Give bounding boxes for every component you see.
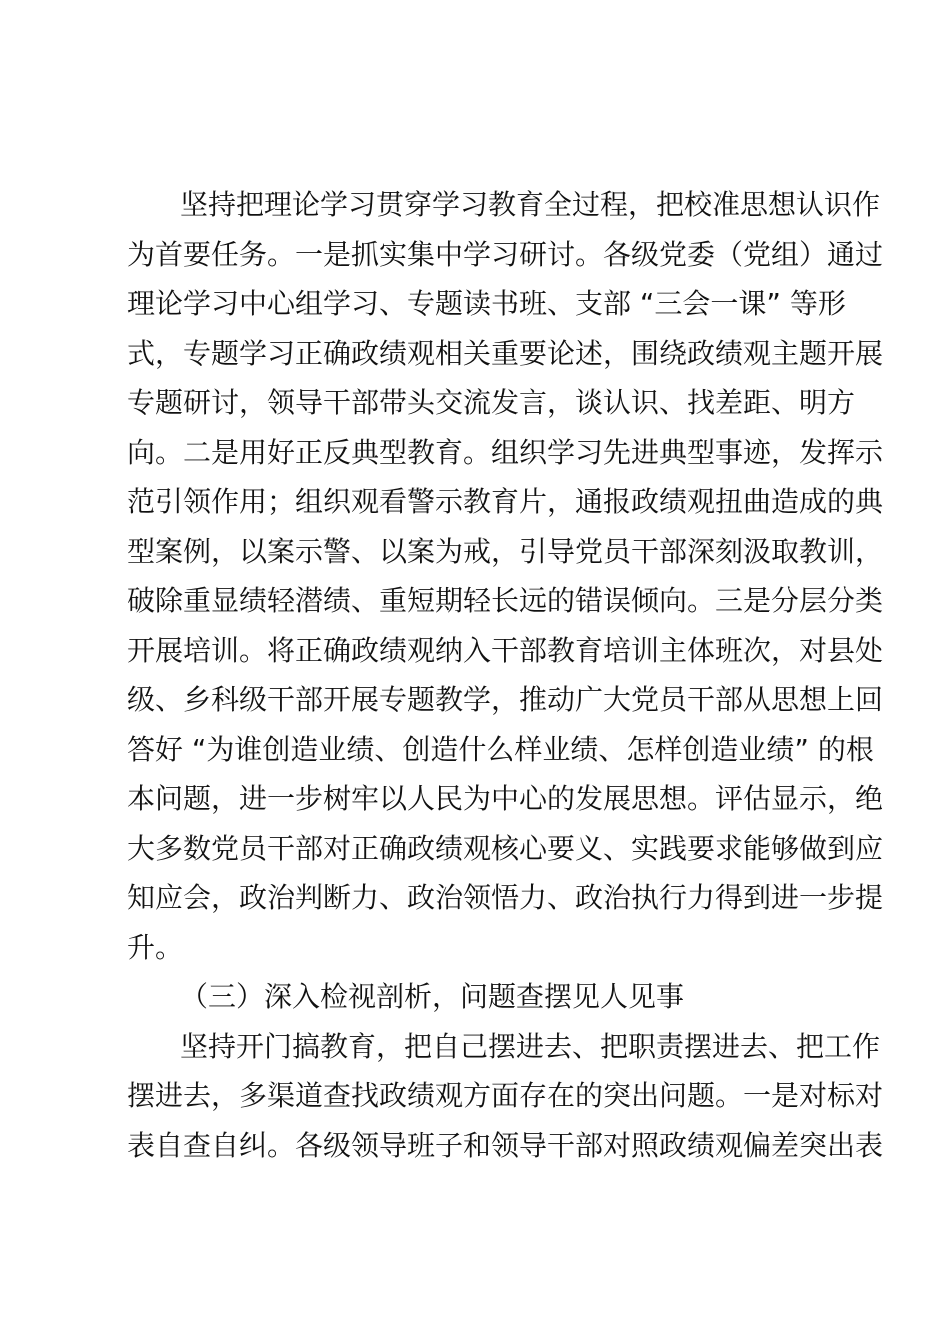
text-line: 本问题，进一步树牢以人民为中心的发展思想。评估显示，绝 bbox=[127, 782, 884, 815]
text-line: 向。二是用好正反典型教育。组织学习先进典型事迹，发挥示 bbox=[127, 435, 884, 469]
text-line: 知应会，政治判断力、政治领悟力、政治执行力得到进一步提 bbox=[127, 881, 884, 914]
text-line: 专题研讨，领导干部带头交流发言，谈认识、找差距、明方 bbox=[127, 386, 856, 419]
text-line: （三）深入检视剖析，问题查摆见人见事 bbox=[180, 980, 685, 1013]
text-line: 为首要任务。一是抓实集中学习研讨。各级党委（党组）通过 bbox=[127, 237, 884, 271]
text-line: 型案例，以案示警、以案为戒，引导党员干部深刻汲取教训， bbox=[127, 534, 884, 568]
text-line: 坚持把理论学习贯穿学习教育全过程，把校准思想认识作 bbox=[180, 188, 881, 221]
text-line: 理论学习中心组学习、专题读书班、支部 “三会一课” 等形 bbox=[127, 287, 846, 320]
text-line: 破除重显绩轻潜绩、重短期轻长远的错误倾向。三是分层分类 bbox=[127, 584, 884, 617]
text-line: 式，专题学习正确政绩观相关重要论述，围绕政绩观主题开展 bbox=[127, 336, 884, 370]
text-line: 级、乡科级干部开展专题教学，推动广大党员干部从思想上回 bbox=[127, 683, 884, 716]
text-line: 开展培训。将正确政绩观纳入干部教育培训主体班次，对县处 bbox=[127, 633, 884, 667]
text-line: 摆进去，多渠道查找政绩观方面存在的突出问题。一是对标对 bbox=[127, 1079, 884, 1112]
text-line: 大多数党员干部对正确政绩观核心要义、实践要求能够做到应 bbox=[127, 831, 884, 865]
body-text bbox=[127, 180, 884, 1170]
text-line: 升。 bbox=[127, 930, 184, 964]
text-line: 答好 “为谁创造业绩、创造什么样业绩、怎样创造业绩” 的根 bbox=[127, 732, 874, 766]
text-line: 表自查自纠。各级领导班子和领导干部对照政绩观偏差突出表 bbox=[127, 1128, 884, 1162]
text-line: 坚持开门搞教育，把自己摆进去、把职责摆进去、把工作 bbox=[180, 1029, 881, 1063]
text-line: 范引领作用；组织观看警示教育片，通报政绩观扭曲造成的典 bbox=[127, 485, 884, 518]
